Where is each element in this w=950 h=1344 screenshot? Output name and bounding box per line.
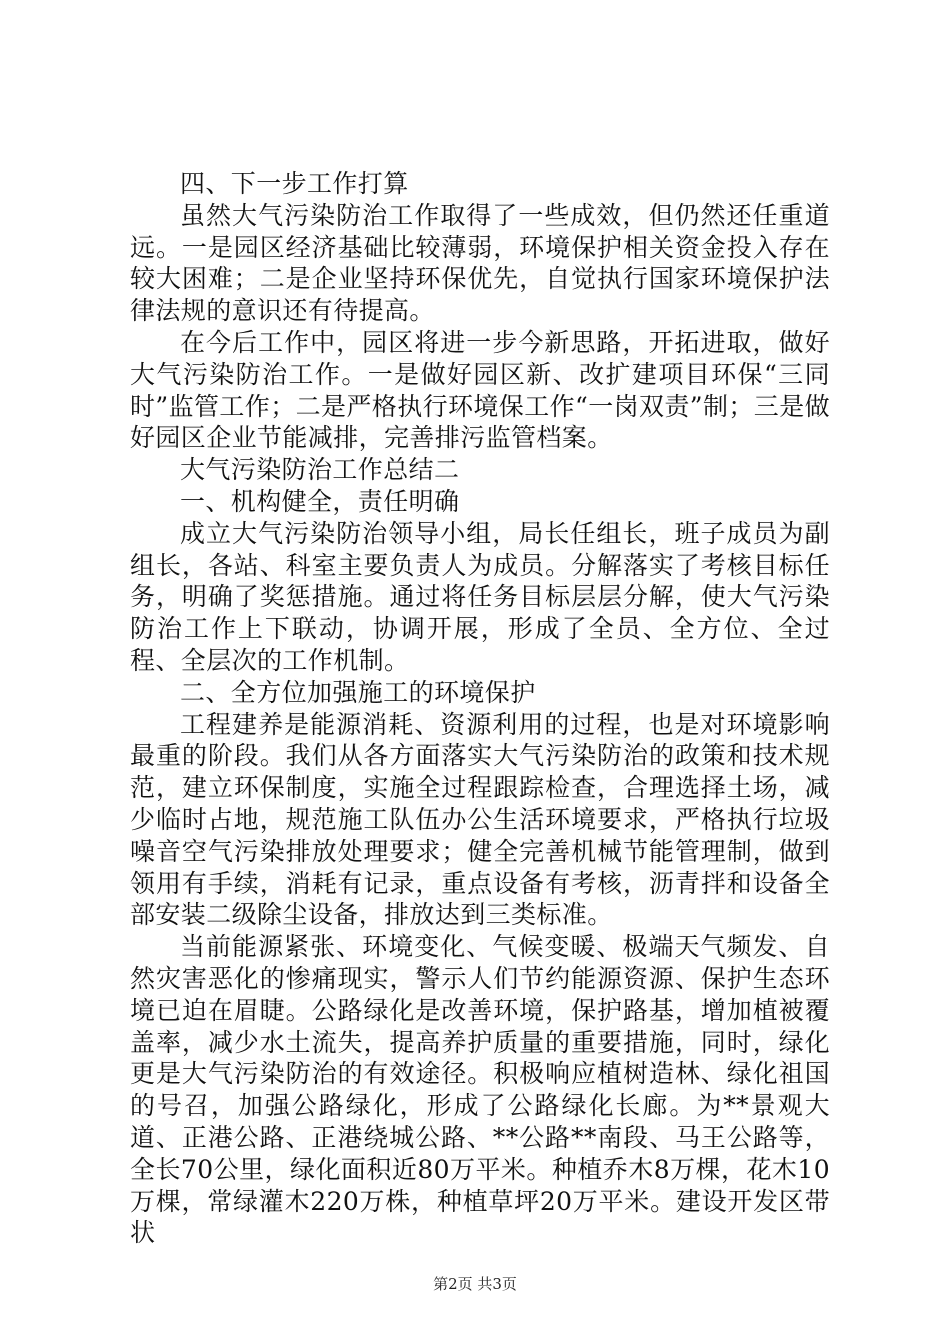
paragraph: 成立大气污染防治领导小组，局长任组长，班子成员为副组长，各站、科室主要负责人为成员。分解落实了考核目标任务，明确了奖惩措施。通过将任务目标层层分解，使大气污染防治工作上下联动，协调开展，形成了全员、全方位、全过程、全层次的工作机制。 (130, 518, 830, 675)
paragraph: 当前能源紧张、环境变化、气候变暖、极端天气频发、自然灾害恶化的惨痛现实，警示人们节约能源资源、保护生态环境已迫在眉睫。公路绿化是改善环境，保护路基，增加植被覆盖率，减少水土流失，提高养护质量的重要措施，同时，绿化更是大气污染防治的有效途径。积极响应植树造林、绿化祖国的号召，加强公路绿化，形成了公路绿化长廊。为**景观大道、正港公路、正港绕城公路、**公路**南段、马王公路等，全长70公里，绿化面积近80万平米。种植乔木8万棵，花木10万棵，常绿灌木220万株，种植草坪20万平米。建设开发区带状 (130, 932, 830, 1248)
document-subtitle: 大气污染防治工作总结二 (180, 455, 460, 485)
paragraph: 在今后工作中，园区将进一步今新思路，开拓进取，做好大气污染防治工作。一是做好园区新、改扩建项目环保“三同时”监管工作；二是严格执行环境保工作“一岗双责”制；三是做好园区企业节能减排，完善排污监管档案。 (130, 327, 830, 453)
section-heading-next-steps: 四、下一步工作打算 (180, 169, 409, 198)
paragraph: 虽然大气污染防治工作取得了一些成效，但仍然还任重道远。一是园区经济基础比较薄弱，环境保护相关资金投入存在较大困难；二是企业坚持环保优先，自觉执行国家环境保护法律法规的意识还有待提高。 (130, 200, 830, 326)
section-heading-organization: 一、机构健全，责任明确 (180, 486, 460, 516)
paragraph: 工程建养是能源消耗、资源利用的过程，也是对环境影响最重的阶段。我们从各方面落实大气污染防治的政策和技术规范，建立环保制度，实施全过程跟踪检查，合理选择土场，减少临时占地，规范施工队伍办公生活环境要求，严格执行垃圾噪音空气污染排放处理要求；健全完善机械节能管理制，做到领用有手续，消耗有记录，重点设备有考核，沥青拌和设备全部安装二级除尘设备，排放达到三类标准。 (130, 709, 830, 930)
section-heading-construction: 二、全方位加强施工的环境保护 (180, 677, 536, 707)
page-number: 第2页 共3页 (433, 1275, 517, 1293)
document-body (130, 168, 830, 1249)
